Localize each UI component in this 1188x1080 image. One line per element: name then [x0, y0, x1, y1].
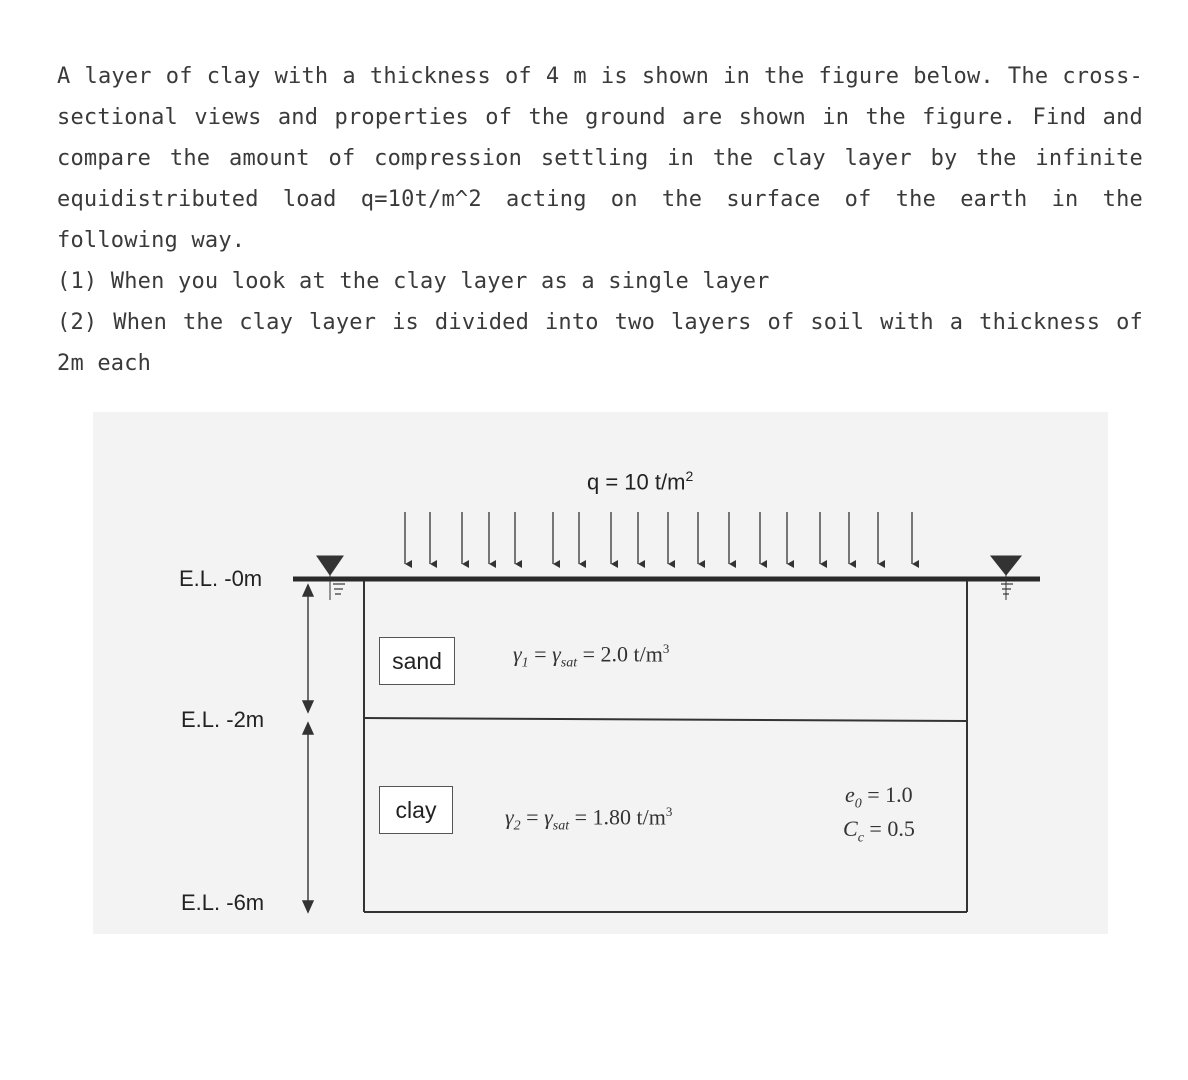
clay-thickness-dimension: [303, 723, 313, 912]
load-arrows: [405, 512, 912, 564]
sand-clay-boundary: [364, 718, 967, 721]
elevation-6m: E.L. -6m: [181, 890, 265, 915]
load-label: q = 10 $t/m^2$: [587, 468, 694, 495]
clay-void-ratio: $e_0 = 1.0$: [845, 782, 913, 812]
sand-thickness-dimension: [303, 585, 313, 712]
sand-unit-weight: $\gamma_1 = \gamma_{sat} = 2.0$ $t/m^3$: [513, 641, 670, 671]
problem-paragraph: A layer of clay with a thickness of 4 m is shown in the figure below. The cross-sectional views and properties of the ground are shown in the figure. Find and compare the amount of compression settling in the clay layer by the infinite equidistributed load q=10t/m^2 acting on the surface of the earth in the following way.: [57, 64, 1143, 253]
problem-case-1: (1) When you look at the clay layer as a single layer: [57, 269, 770, 294]
clay-compression-index: $C_c = 0.5$: [843, 816, 915, 846]
elevation-0m: E.L. -0m: [179, 566, 263, 591]
problem-case-2: (2) When the clay layer is divided into two layers of soil with a thickness of 2m each: [57, 310, 1143, 376]
clay-unit-weight: $\gamma_2 = \gamma_{sat} = 1.80$ $t/m^3$: [505, 804, 673, 834]
problem-statement: [57, 56, 1143, 384]
elevation-2m: E.L. -2m: [181, 707, 265, 732]
clay-label: clay: [379, 786, 453, 834]
soil-profile-figure: [93, 412, 1108, 934]
sand-label: sand: [379, 637, 455, 685]
